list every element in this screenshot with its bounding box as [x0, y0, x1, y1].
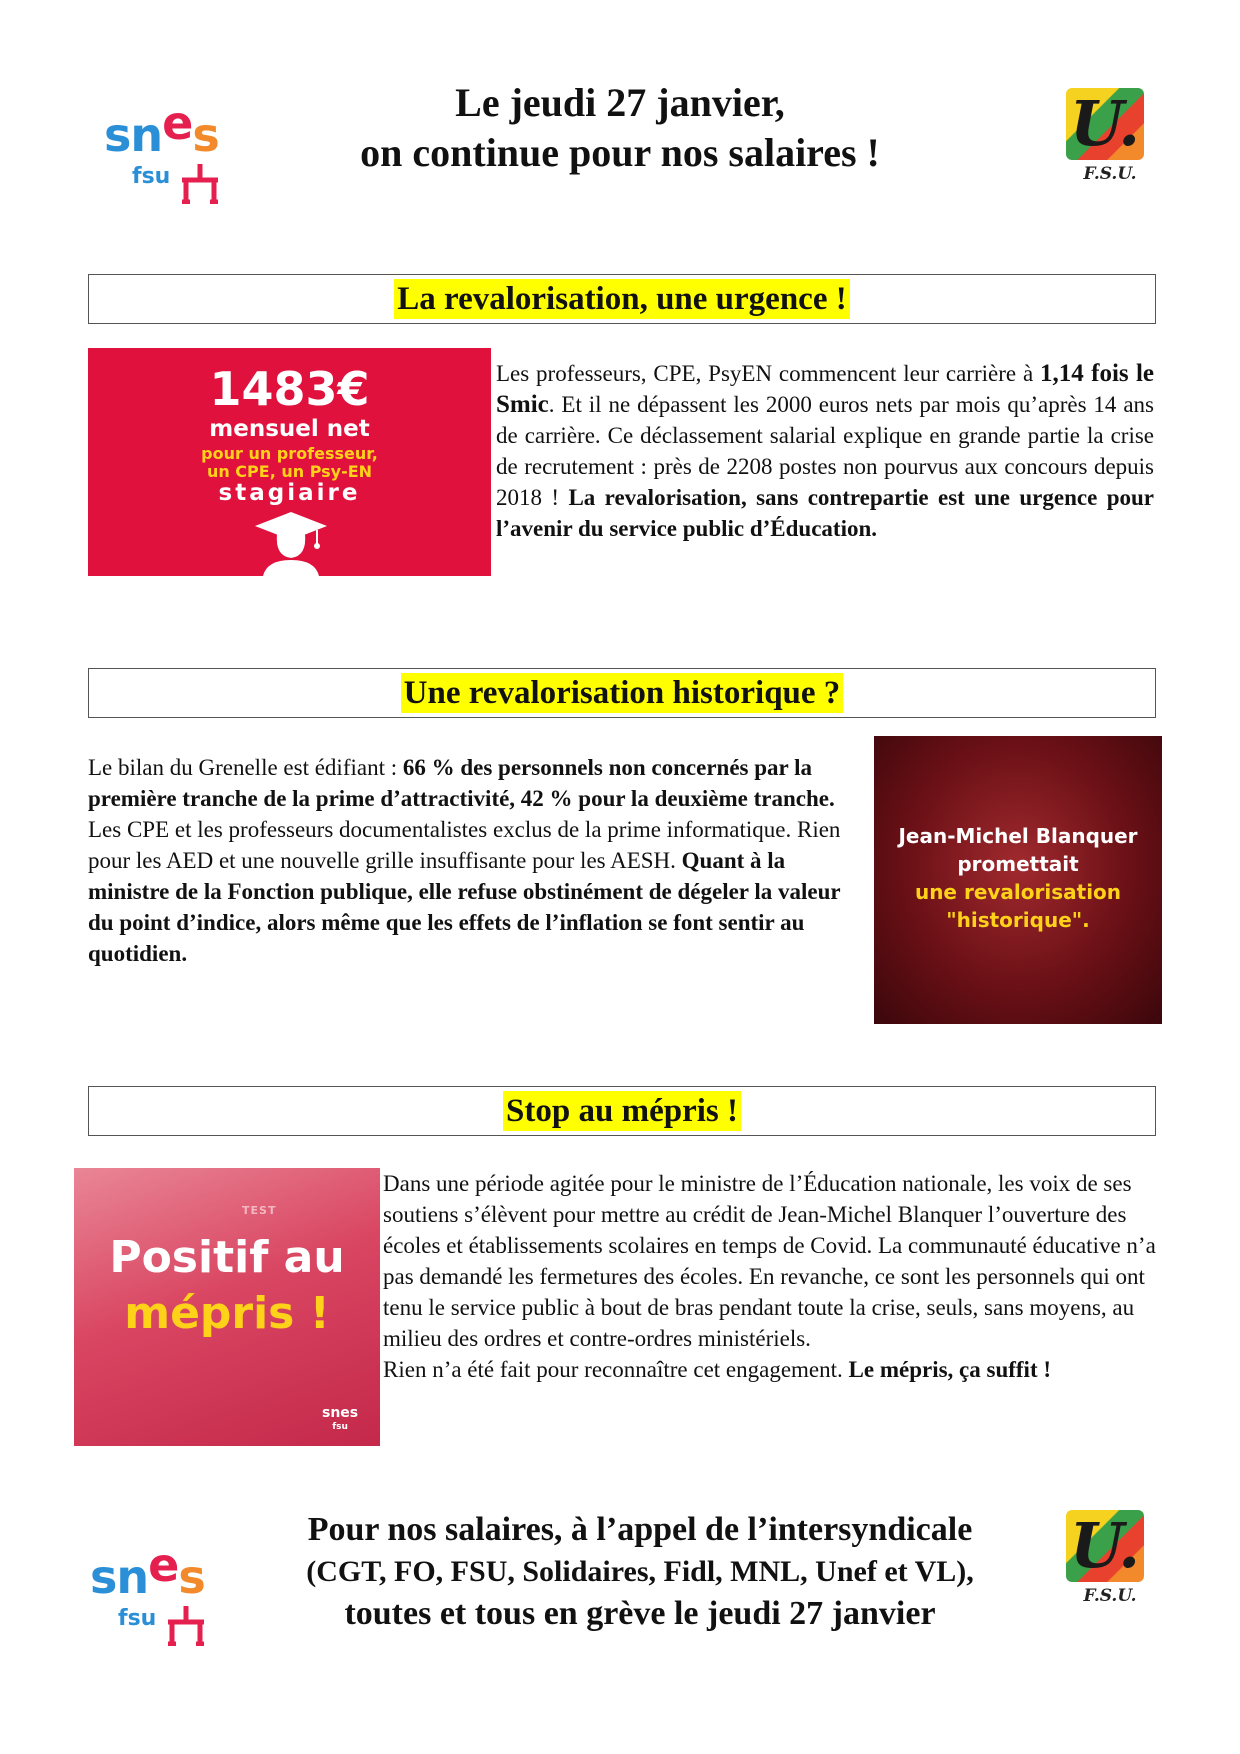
- footer-snes-figure-icon: [164, 1598, 208, 1646]
- salary-line2: pour un professeur,: [201, 444, 378, 463]
- blanquer-line3: une revalorisation: [914, 880, 1122, 904]
- blanquer-image: [874, 736, 1162, 1024]
- graduate-icon: [253, 510, 329, 576]
- footer-line3: toutes et tous en grève le jeudi 27 janvier: [344, 1595, 936, 1632]
- footer-fsu-u-block: [1066, 1510, 1144, 1582]
- salary-line4: stagiaire: [218, 480, 361, 506]
- salary-line1: mensuel net: [209, 416, 370, 442]
- section3-text: Dans une période agitée pour le ministre de l’Éducation nationale, les voix de ses soutiens s’élèvent pour mettre au crédit de Jean-Michel Blanquer l’ouverture des écoles et établissements scolaires en temps de Covid. La communauté éducative n’a pas demandé les fermetures des écoles. En revanche, ce sont les personnels qui ont tenu le service public à bout de bras pendant toute la crise, seuls, sans moyens, au milieu des ordres et contre-ordres ministériels. Rien n’a été fait pour reconnaître cet engagement. Le mépris, ça suffit !: [383, 1171, 1156, 1382]
- page-title: [300, 78, 940, 178]
- section2-heading-box: [88, 668, 1156, 718]
- footer-fsu-logo: [1062, 1506, 1152, 1616]
- footer-call: [250, 1508, 1030, 1636]
- section3-heading-box: [88, 1086, 1156, 1136]
- footer-fsu-caption: F.S.U.: [1083, 1586, 1137, 1606]
- test-device-label: TEST: [242, 1204, 277, 1217]
- footer-fsu-u-letter: U.: [1070, 1509, 1140, 1582]
- blanquer-line2: promettait: [957, 852, 1079, 876]
- title-line-2: on continue pour nos salaires !: [360, 130, 880, 175]
- fsu-caption: F.S.U.: [1083, 164, 1137, 184]
- snes-wordmark: snes: [104, 96, 219, 162]
- footer-snes-fsu-label: fsu: [118, 1606, 157, 1631]
- mepris-snes-small: snes fsu: [322, 1405, 359, 1432]
- section1-heading-box: [88, 274, 1156, 324]
- fsu-logo: [1062, 84, 1152, 194]
- mepris-line2: mépris !: [124, 1288, 330, 1339]
- blanquer-line4: "historique".: [946, 908, 1090, 932]
- snes-figure-icon: [178, 156, 222, 204]
- mepris-image: [74, 1168, 380, 1446]
- fsu-u-letter: U.: [1070, 87, 1140, 160]
- title-line-1: Le jeudi 27 janvier,: [455, 80, 785, 125]
- section2-title: Une revalorisation historique ?: [401, 673, 844, 713]
- salary-amount: 1483€: [209, 362, 370, 416]
- blanquer-line1: Jean-Michel Blanquer: [898, 824, 1138, 848]
- footer-line1: Pour nos salaires, à l’appel de l’intersyndicale: [307, 1511, 973, 1548]
- section1-title: La revalorisation, une urgence !: [394, 279, 849, 319]
- section2-text: Le bilan du Grenelle est édifiant : 66 % des personnels non concernés par la première tranche de la prime d’attractivité, 42 % pour la deuxième tranche. Les CPE et les professeurs documentalistes exclus de la prime informatique. Rien pour les AED et une nouvelle grille insuffisante pour les AESH. Quant à la ministre de la Fonction publique, elle refuse obstinément de dégeler la valeur du point d’indice, alors même que les effets de l’inflation se font sentir au quotidien.: [88, 755, 841, 966]
- salary-line3: un CPE, un Psy-EN: [206, 462, 373, 481]
- footer-line2: (CGT, FO, FSU, Solidaires, Fidl, MNL, Unef et VL),: [306, 1555, 974, 1588]
- salary-image: [88, 348, 491, 576]
- footer-snes-fsu-logo: [90, 1540, 240, 1650]
- fsu-u-block: [1066, 88, 1144, 160]
- snes-fsu-label: fsu: [132, 164, 171, 189]
- snes-fsu-logo: [104, 98, 254, 208]
- section3-title: Stop au mépris !: [503, 1091, 741, 1131]
- footer-snes-wordmark: snes: [90, 1538, 205, 1604]
- mepris-line1: Positif au: [109, 1232, 345, 1283]
- section1-text: Les professeurs, CPE, PsyEN commencent leur carrière à 1,14 fois le Smic. Et il ne dépassent les 2000 euros nets par mois qu’après 14 ans de carrière. Ce déclassement salarial explique en grande partie la crise de recrutement : près de 2208 postes non pourvus aux concours depuis 2018 ! La revalorisation, sans contrepartie est une urgence pour l’avenir du service public d’Éducation.: [496, 360, 1155, 541]
